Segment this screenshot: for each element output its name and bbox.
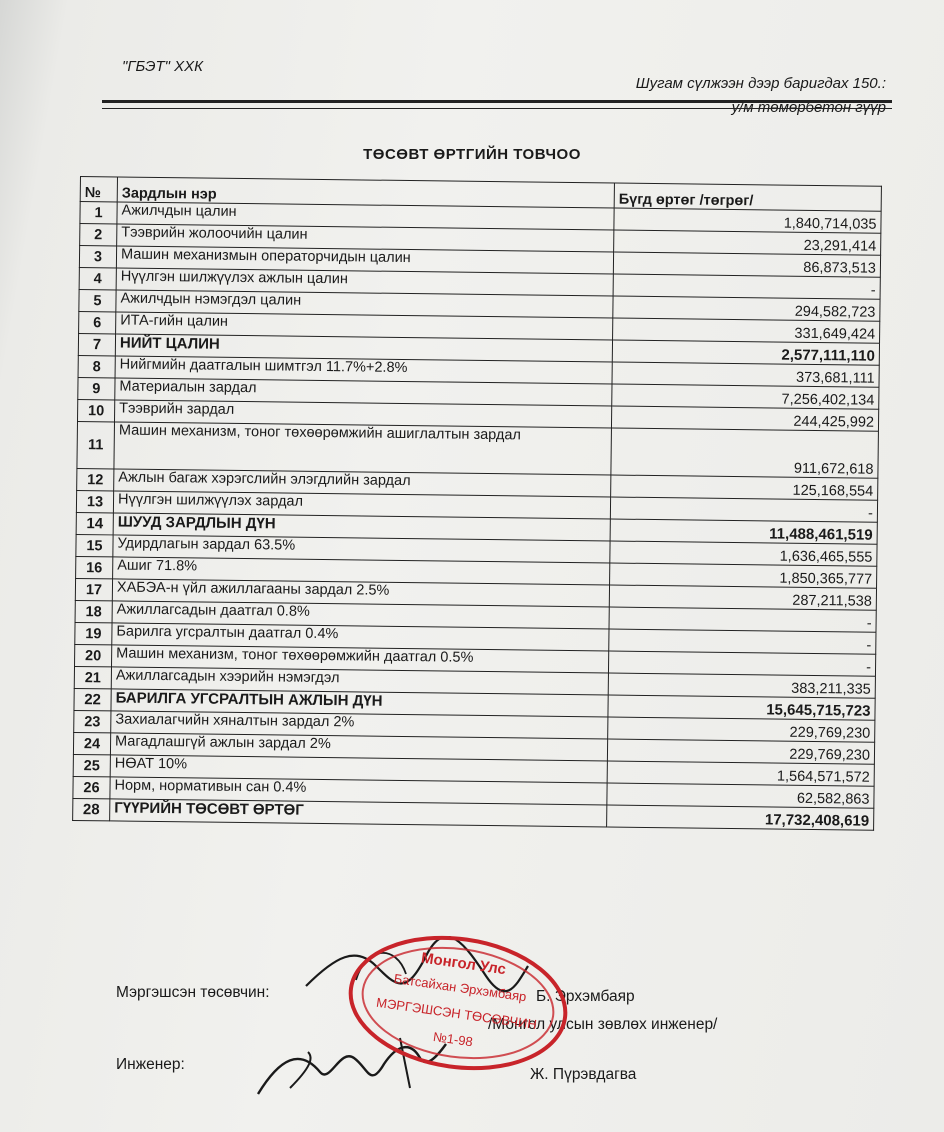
row-name: Машин механизмын операторчидын цалин xyxy=(116,246,613,274)
stamp-line2: Батсайхан Эрхэмбаяр xyxy=(392,970,528,1005)
row-amount: 15,645,715,723 xyxy=(608,695,875,720)
stamp-line4: №1-98 xyxy=(432,1028,474,1050)
row-name: ШУУД ЗАРДЛЫН ДҮН xyxy=(113,513,610,541)
row-amount: 17,732,408,619 xyxy=(607,805,874,830)
row-amount: 229,769,230 xyxy=(607,739,874,764)
row-number: 15 xyxy=(76,534,113,556)
project-title-line2: у/м төмөрбетон гүүр xyxy=(731,99,886,116)
row-amount: 1,850,365,777 xyxy=(610,563,877,588)
column-header-name: Зардлын нэр xyxy=(117,177,614,208)
row-amount: 125,168,554 xyxy=(611,475,878,500)
row-name: ГҮҮРИЙН ТӨСӨВТ ӨРТӨГ xyxy=(110,799,607,827)
row-name: Тээврийн зардал xyxy=(114,400,611,428)
project-title-line1: Шугам сүлжээн дээр баригдах 150.: xyxy=(635,75,886,92)
row-amount: - xyxy=(613,274,880,299)
row-number: 17 xyxy=(75,578,112,600)
row-number: 19 xyxy=(75,622,112,644)
row-number: 10 xyxy=(78,399,115,421)
row-number: 3 xyxy=(79,246,116,268)
row-amount: 2,577,111,110 xyxy=(612,340,879,365)
row-number: 1 xyxy=(80,202,117,224)
row-name: Нийгмийн даатгалын шимтгэл 11.7%+2.8% xyxy=(115,356,612,384)
row-name: Нүүлгэн шилжүүлэх зардал xyxy=(113,491,610,519)
company-name: "ГБЭТ" ХХК xyxy=(122,58,203,75)
row-amount: - xyxy=(609,629,876,654)
row-amount: 331,649,424 xyxy=(613,318,880,343)
row-amount: 911,672,618 xyxy=(611,428,879,478)
row-amount: 62,582,863 xyxy=(607,783,874,808)
column-header-no: № xyxy=(80,177,117,202)
engineer-name: Ж. Пүрэвдагва xyxy=(530,1066,637,1083)
stamp-line1: Монгол Улс xyxy=(420,949,507,979)
row-name: Захиалагчийн хяналтын зардал 2% xyxy=(111,711,608,739)
row-amount: 7,256,402,134 xyxy=(612,384,879,409)
row-number: 5 xyxy=(79,289,116,311)
row-amount: 244,425,992 xyxy=(611,406,878,431)
row-name: Нүүлгэн шилжүүлэх ажлын цалин xyxy=(116,268,613,296)
row-amount: - xyxy=(609,607,876,632)
row-amount: 294,582,723 xyxy=(613,296,880,321)
row-name: Магадлашгүй ажлын зардал 2% xyxy=(110,733,607,761)
row-amount: 1,840,714,035 xyxy=(614,208,881,233)
row-amount: 86,873,513 xyxy=(613,252,880,277)
row-name: НИЙТ ЦАЛИН xyxy=(115,334,612,362)
row-amount: 287,211,538 xyxy=(609,585,876,610)
row-number: 11 xyxy=(77,421,115,468)
row-number: 26 xyxy=(73,776,110,798)
row-number: 16 xyxy=(76,556,113,578)
row-amount: - xyxy=(608,651,875,676)
row-number: 2 xyxy=(80,224,117,246)
row-number: 25 xyxy=(73,754,110,776)
row-name: Машин механизм, тоног төхөөрөмжийн даатгал 0.5% xyxy=(112,645,609,673)
row-name: Удирдлагын зардал 63.5% xyxy=(113,535,610,563)
row-number: 20 xyxy=(75,644,112,666)
estimator-label: Мэргэшсэн төсөвчин: xyxy=(116,984,270,1001)
row-amount: 1,636,465,555 xyxy=(610,541,877,566)
row-amount: 23,291,414 xyxy=(614,230,881,255)
row-number: 7 xyxy=(78,333,115,355)
engineer-label: Инженер: xyxy=(116,1056,185,1073)
row-number: 12 xyxy=(77,468,114,490)
estimator-name: Б. Эрхэмбаяр xyxy=(536,988,635,1005)
row-name: Ажиллагсадын даатгал 0.8% xyxy=(112,601,609,629)
row-name: Материалын зардал xyxy=(115,378,612,406)
row-name: Ашиг 71.8% xyxy=(113,557,610,585)
row-name: Тээврийн жолоочийн цалин xyxy=(117,224,614,252)
row-number: 14 xyxy=(76,512,113,534)
row-number: 9 xyxy=(78,377,115,399)
row-number: 8 xyxy=(78,355,115,377)
document-title: ТӨСӨВТ ӨРТГИЙН ТОВЧОО xyxy=(363,146,581,163)
row-number: 22 xyxy=(74,688,111,710)
estimator-title: /Монгол улсын зөвлөх инженер/ xyxy=(488,1016,718,1033)
row-name: Барилга угсралтын даатгал 0.4% xyxy=(112,623,609,651)
row-name: Норм, нормативын сан 0.4% xyxy=(110,777,607,805)
row-name: Ажилчдын нэмэгдэл цалин xyxy=(116,290,613,318)
row-number: 6 xyxy=(79,311,116,333)
stamp-line3: МЭРГЭШСЭН ТӨСӨВЧИН xyxy=(375,994,538,1033)
row-name: Ажиллагсадын хээрийн нэмэгдэл xyxy=(111,667,608,695)
row-number: 24 xyxy=(73,732,110,754)
row-number: 23 xyxy=(74,710,111,732)
row-name: Ажлын багаж хэрэгслийн элэгдлийн зардал xyxy=(114,469,611,497)
column-header-amount: Бүгд өртөг /төгрөг/ xyxy=(614,183,881,211)
row-number: 18 xyxy=(75,600,112,622)
row-name: ХАБЭА-н үйл ажиллагааны зардал 2.5% xyxy=(112,579,609,607)
row-amount: - xyxy=(610,497,877,522)
row-amount: 229,769,230 xyxy=(608,717,875,742)
row-number: 21 xyxy=(74,666,111,688)
row-amount: 373,681,111 xyxy=(612,362,879,387)
row-amount: 1,564,571,572 xyxy=(607,761,874,786)
row-number: 28 xyxy=(73,798,110,820)
row-amount: 11,488,461,519 xyxy=(610,519,877,544)
row-name: ИТА-гийн цалин xyxy=(116,312,613,340)
row-name: Ажилчдын цалин xyxy=(117,202,614,230)
row-name: Машин механизм, тоног төхөөрөмжийн ашиглалтын зардал xyxy=(114,422,612,475)
row-amount: 383,211,335 xyxy=(608,673,875,698)
row-name: БАРИЛГА УГСРАЛТЫН АЖЛЫН ДҮН xyxy=(111,689,608,717)
row-number: 4 xyxy=(79,267,116,289)
row-number: 13 xyxy=(76,490,113,512)
row-name: НӨАТ 10% xyxy=(110,755,607,783)
